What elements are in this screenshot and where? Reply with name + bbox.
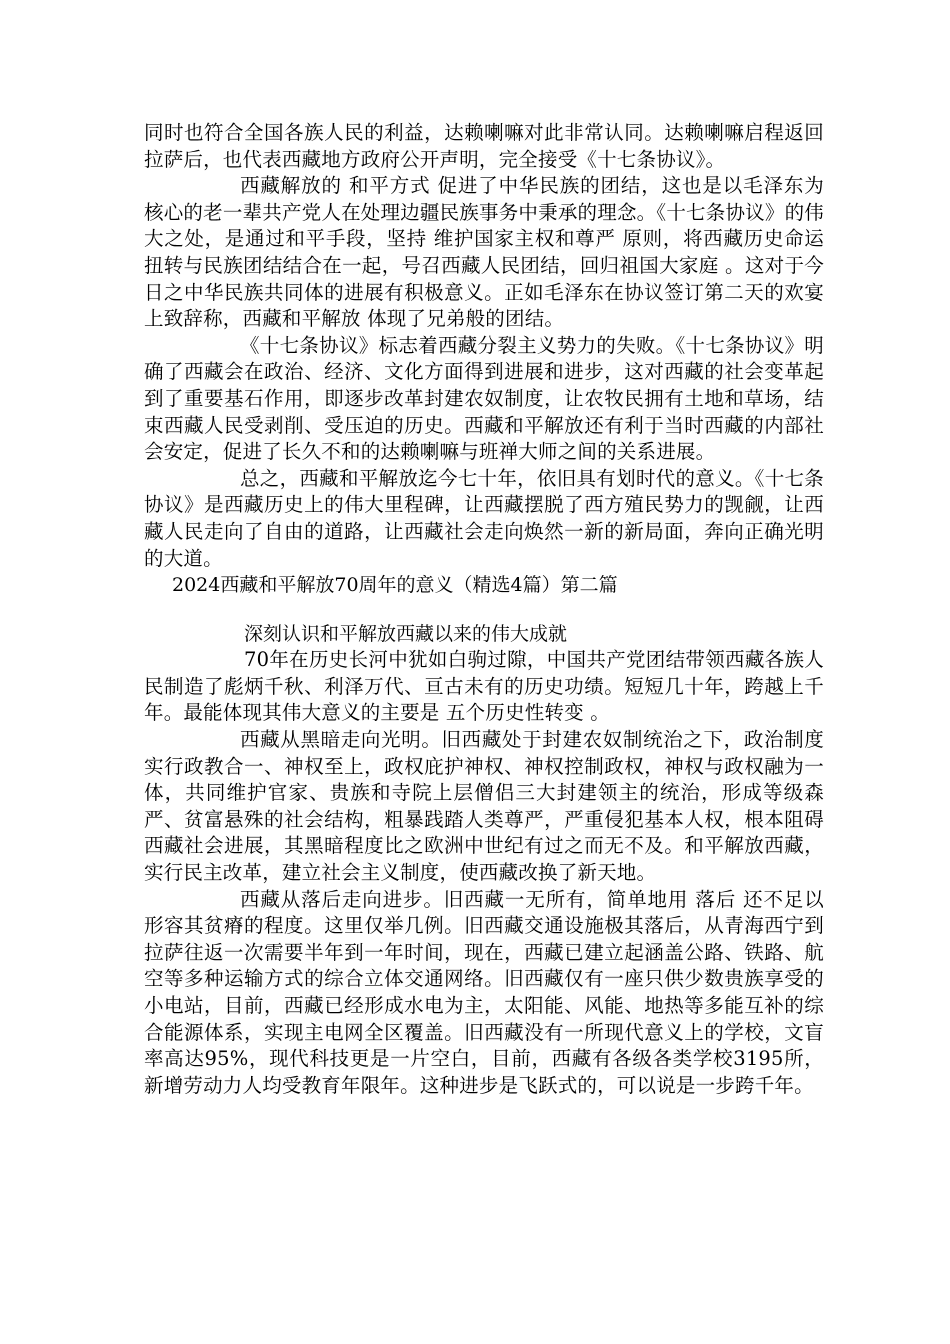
paragraph-4: 总之，西藏和平解放迄今七十年，依旧具有划时代的意义。《十七条协议》是西藏历史上的伟大里程碑，让西藏摆脱了西方殖民势力的觊觎，让西藏人民走向了自由的道路，让西藏社会走向焕然一新的新局面，奔向正确光明的大道。 [144, 466, 824, 570]
paragraph-3: 《十七条协议》标志着西藏分裂主义势力的失败。《十七条协议》明确了西藏会在政治、经济、文化方面得到进展和进步，这对西藏的社会变革起到了重要基石作用，即逐步改革封建农奴制度，让农牧民拥有土地和草场，结束西藏人民受剥削、受压迫的历史。西藏和平解放还有利于当时西藏的内部社会安定，促进了长久不和的达赖喇嘛与班禅大师之间的关系进展。 [144, 333, 824, 464]
section-subtitle: 深刻认识和平解放西藏以来的伟大成就 [244, 622, 568, 645]
section-title: 2024西藏和平解放70周年的意义（精选4篇）第二篇 [172, 574, 618, 597]
paragraph-1: 同时也符合全国各族人民的利益，达赖喇嘛对此非常认同。达赖喇嘛启程返回拉萨后，也代表西藏地方政府公开声明，完全接受《十七条协议》。 [144, 121, 824, 171]
paragraph-5: 70年在历史长河中犹如白驹过隙，中国共产党团结带领西藏各族人民制造了彪炳千秋、利泽万代、亘古未有的历史功绩。短短几十年，跨越上千年。最能体现其伟大意义的主要是 五个历史性转变 。 [144, 648, 824, 725]
paragraph-6: 西藏从黑暗走向光明。旧西藏处于封建农奴制统治之下，政治制度实行政教合一、神权至上，政权庇护神权、神权控制政权，神权与政权融为一体，共同维护官家、贵族和寺院上层僧侣三大封建领主的统治，形成等级森严、贫富悬殊的社会结构，粗暴践踏人类尊严，严重侵犯基本人权，根本阻碍西藏社会进展，其黑暗程度比之欧洲中世纪有过之而无不及。和平解放西藏，实行民主改革，建立社会主义制度，使西藏改换了新天地。 [144, 728, 824, 885]
document-page [144, 120, 824, 1099]
paragraph-2: 西藏解放的 和平方式 促进了中华民族的团结，这也是以毛泽东为核心的老一辈共产党人在处理边疆民族事务中秉承的理念。《十七条协议》的伟大之处，是通过和平手段，坚持 维护国家主权和尊严 原则，将西藏历史命运扭转与民族团结结合在一起，号召西藏人民团结，回归祖国大家庭 。这对于今日之中华民族共同体的进展有积极意义。正如毛泽东在协议签订第二天的欢宴上致辞称，西藏和平解放 体现了兄弟般的团结。 [144, 174, 824, 331]
paragraph-7: 西藏从落后走向进步。旧西藏一无所有，简单地用 落后 还不足以形容其贫瘠的程度。这里仅举几例。旧西藏交通设施极其落后，从青海西宁到拉萨往返一次需要半年到一年时间，现在，西藏已建立起涵盖公路、铁路、航空等多种运输方式的综合立体交通网络。旧西藏仅有一座只供少数贵族享受的小电站，目前，西藏已经形成水电为主，太阳能、风能、地热等多能互补的综合能源体系，实现主电网全区覆盖。旧西藏没有一所现代意义上的学校，文盲率高达95%，现代科技更是一片空白，目前，西藏有各级各类学校3195所，新增劳动力人均受教育年限年。这种进步是飞跃式的，可以说是一步跨千年。 [144, 887, 824, 1097]
